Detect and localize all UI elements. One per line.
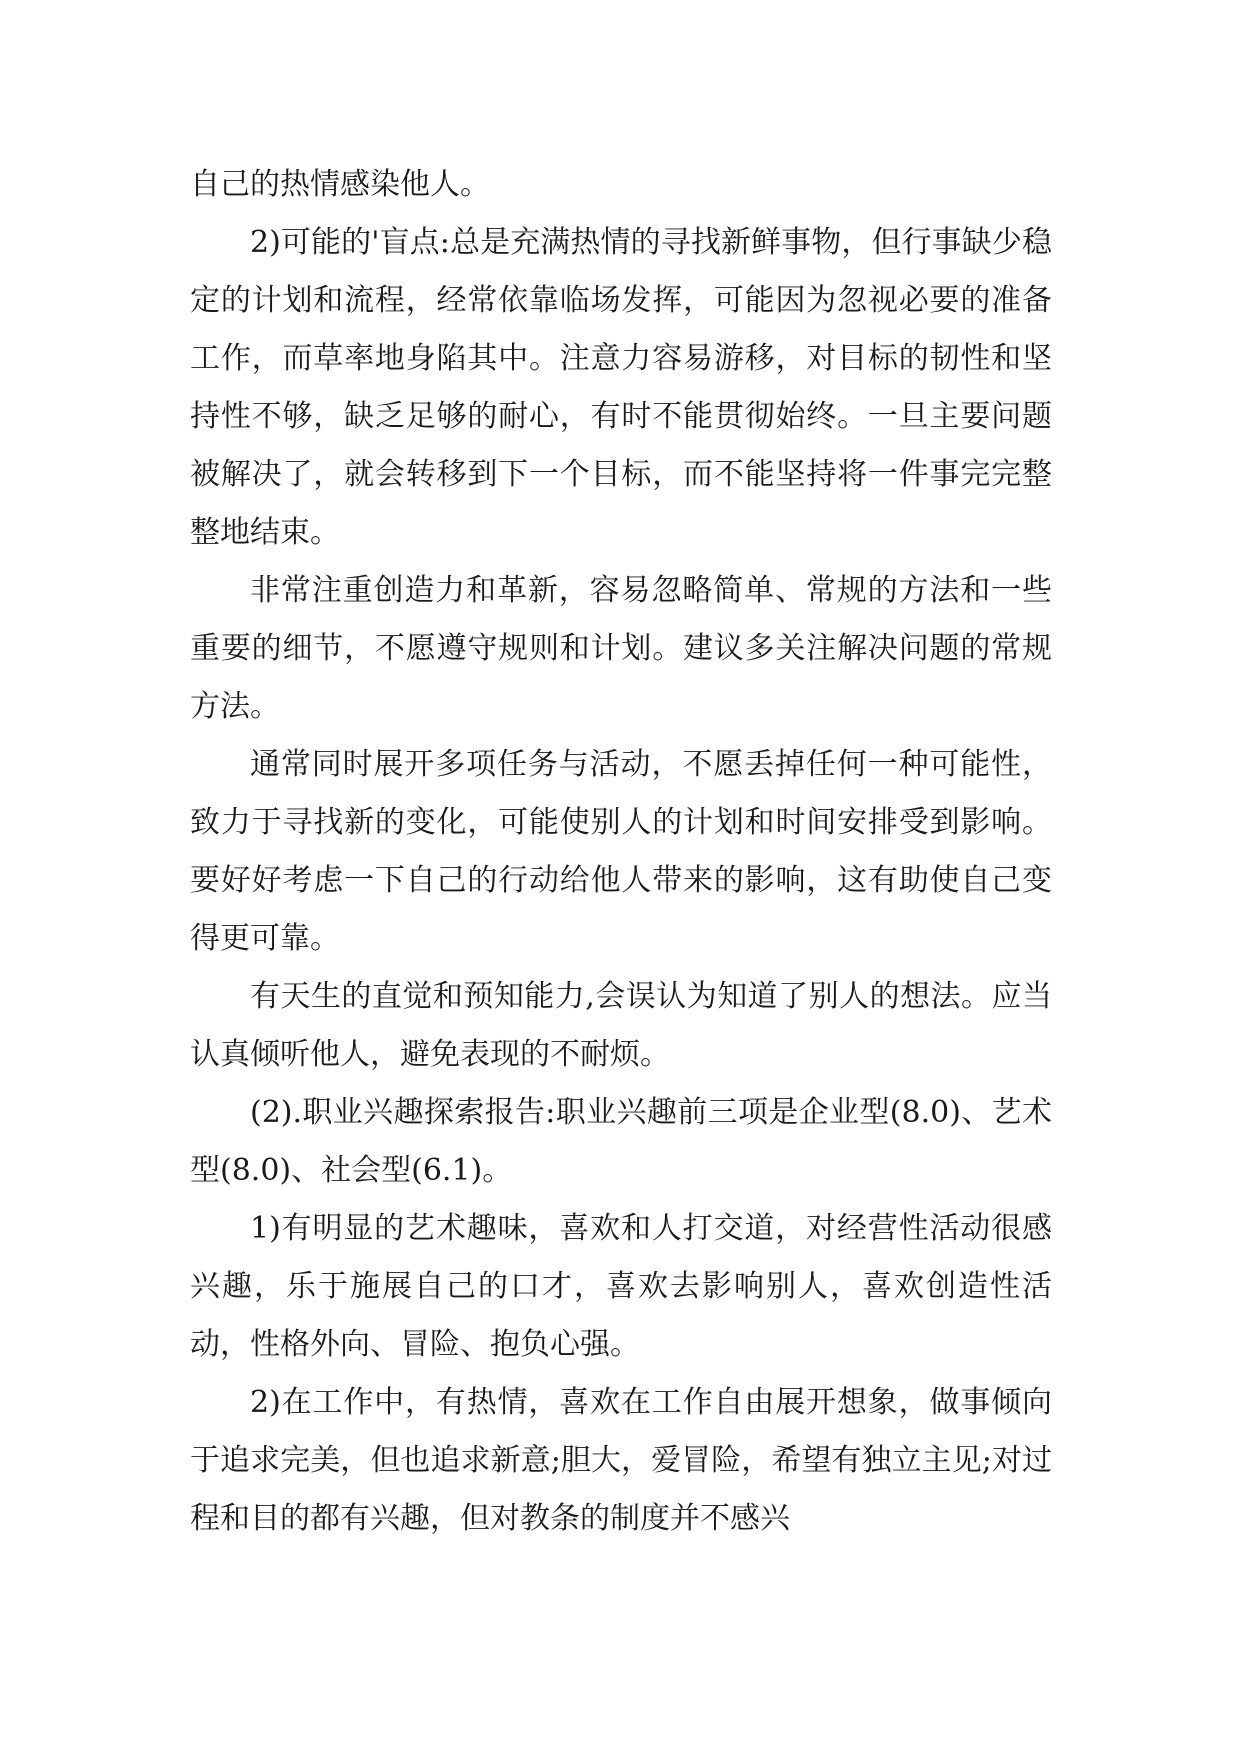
paragraph-5: 有天生的直觉和预知能力,会误认为知道了别人的想法。应当认真倾听他人，避免表现的不耐烦。 — [190, 979, 1052, 1072]
document-body — [190, 156, 1052, 1548]
paragraph-1: 自己的热情感染他人。 — [190, 167, 490, 202]
paragraph-2: 2)可能的'盲点:总是充满热情的寻找新鲜事物，但行事缺少稳定的计划和流程，经常依靠临场发挥，可能因为忽视必要的准备工作，而草率地身陷其中。注意力容易游移，对目标的韧性和坚持性不够，缺乏足够的耐心，有时不能贯彻始终。一旦主要问题被解决了，就会转移到下一个目标，而不能坚持将一件事完完整整地结束。 — [190, 225, 1052, 550]
paragraph-8: 2)在工作中，有热情，喜欢在工作自由展开想象，做事倾向于追求完美，但也追求新意;胆大，爱冒险，希望有独立主见;对过程和目的都有兴趣，但对教条的制度并不感兴 — [190, 1385, 1052, 1536]
paragraph-4: 通常同时展开多项任务与活动，不愿丢掉任何一种可能性，致力于寻找新的变化，可能使别人的计划和时间安排受到影响。要好好考虑一下自己的行动给他人带来的影响，这有助使自己变得更可靠。 — [190, 747, 1052, 956]
paragraph-3: 非常注重创造力和革新，容易忽略简单、常规的方法和一些重要的细节，不愿遵守规则和计划。建议多关注解决问题的常规方法。 — [190, 573, 1052, 724]
paragraph-6: (2).职业兴趣探索报告:职业兴趣前三项是企业型(8.0)、艺术型(8.0)、社会型(6.1)。 — [190, 1095, 1052, 1188]
paragraph-7: 1)有明显的艺术趣味，喜欢和人打交道，对经营性活动很感兴趣，乐于施展自己的口才，喜欢去影响别人，喜欢创造性活动，性格外向、冒险、抱负心强。 — [190, 1211, 1052, 1362]
